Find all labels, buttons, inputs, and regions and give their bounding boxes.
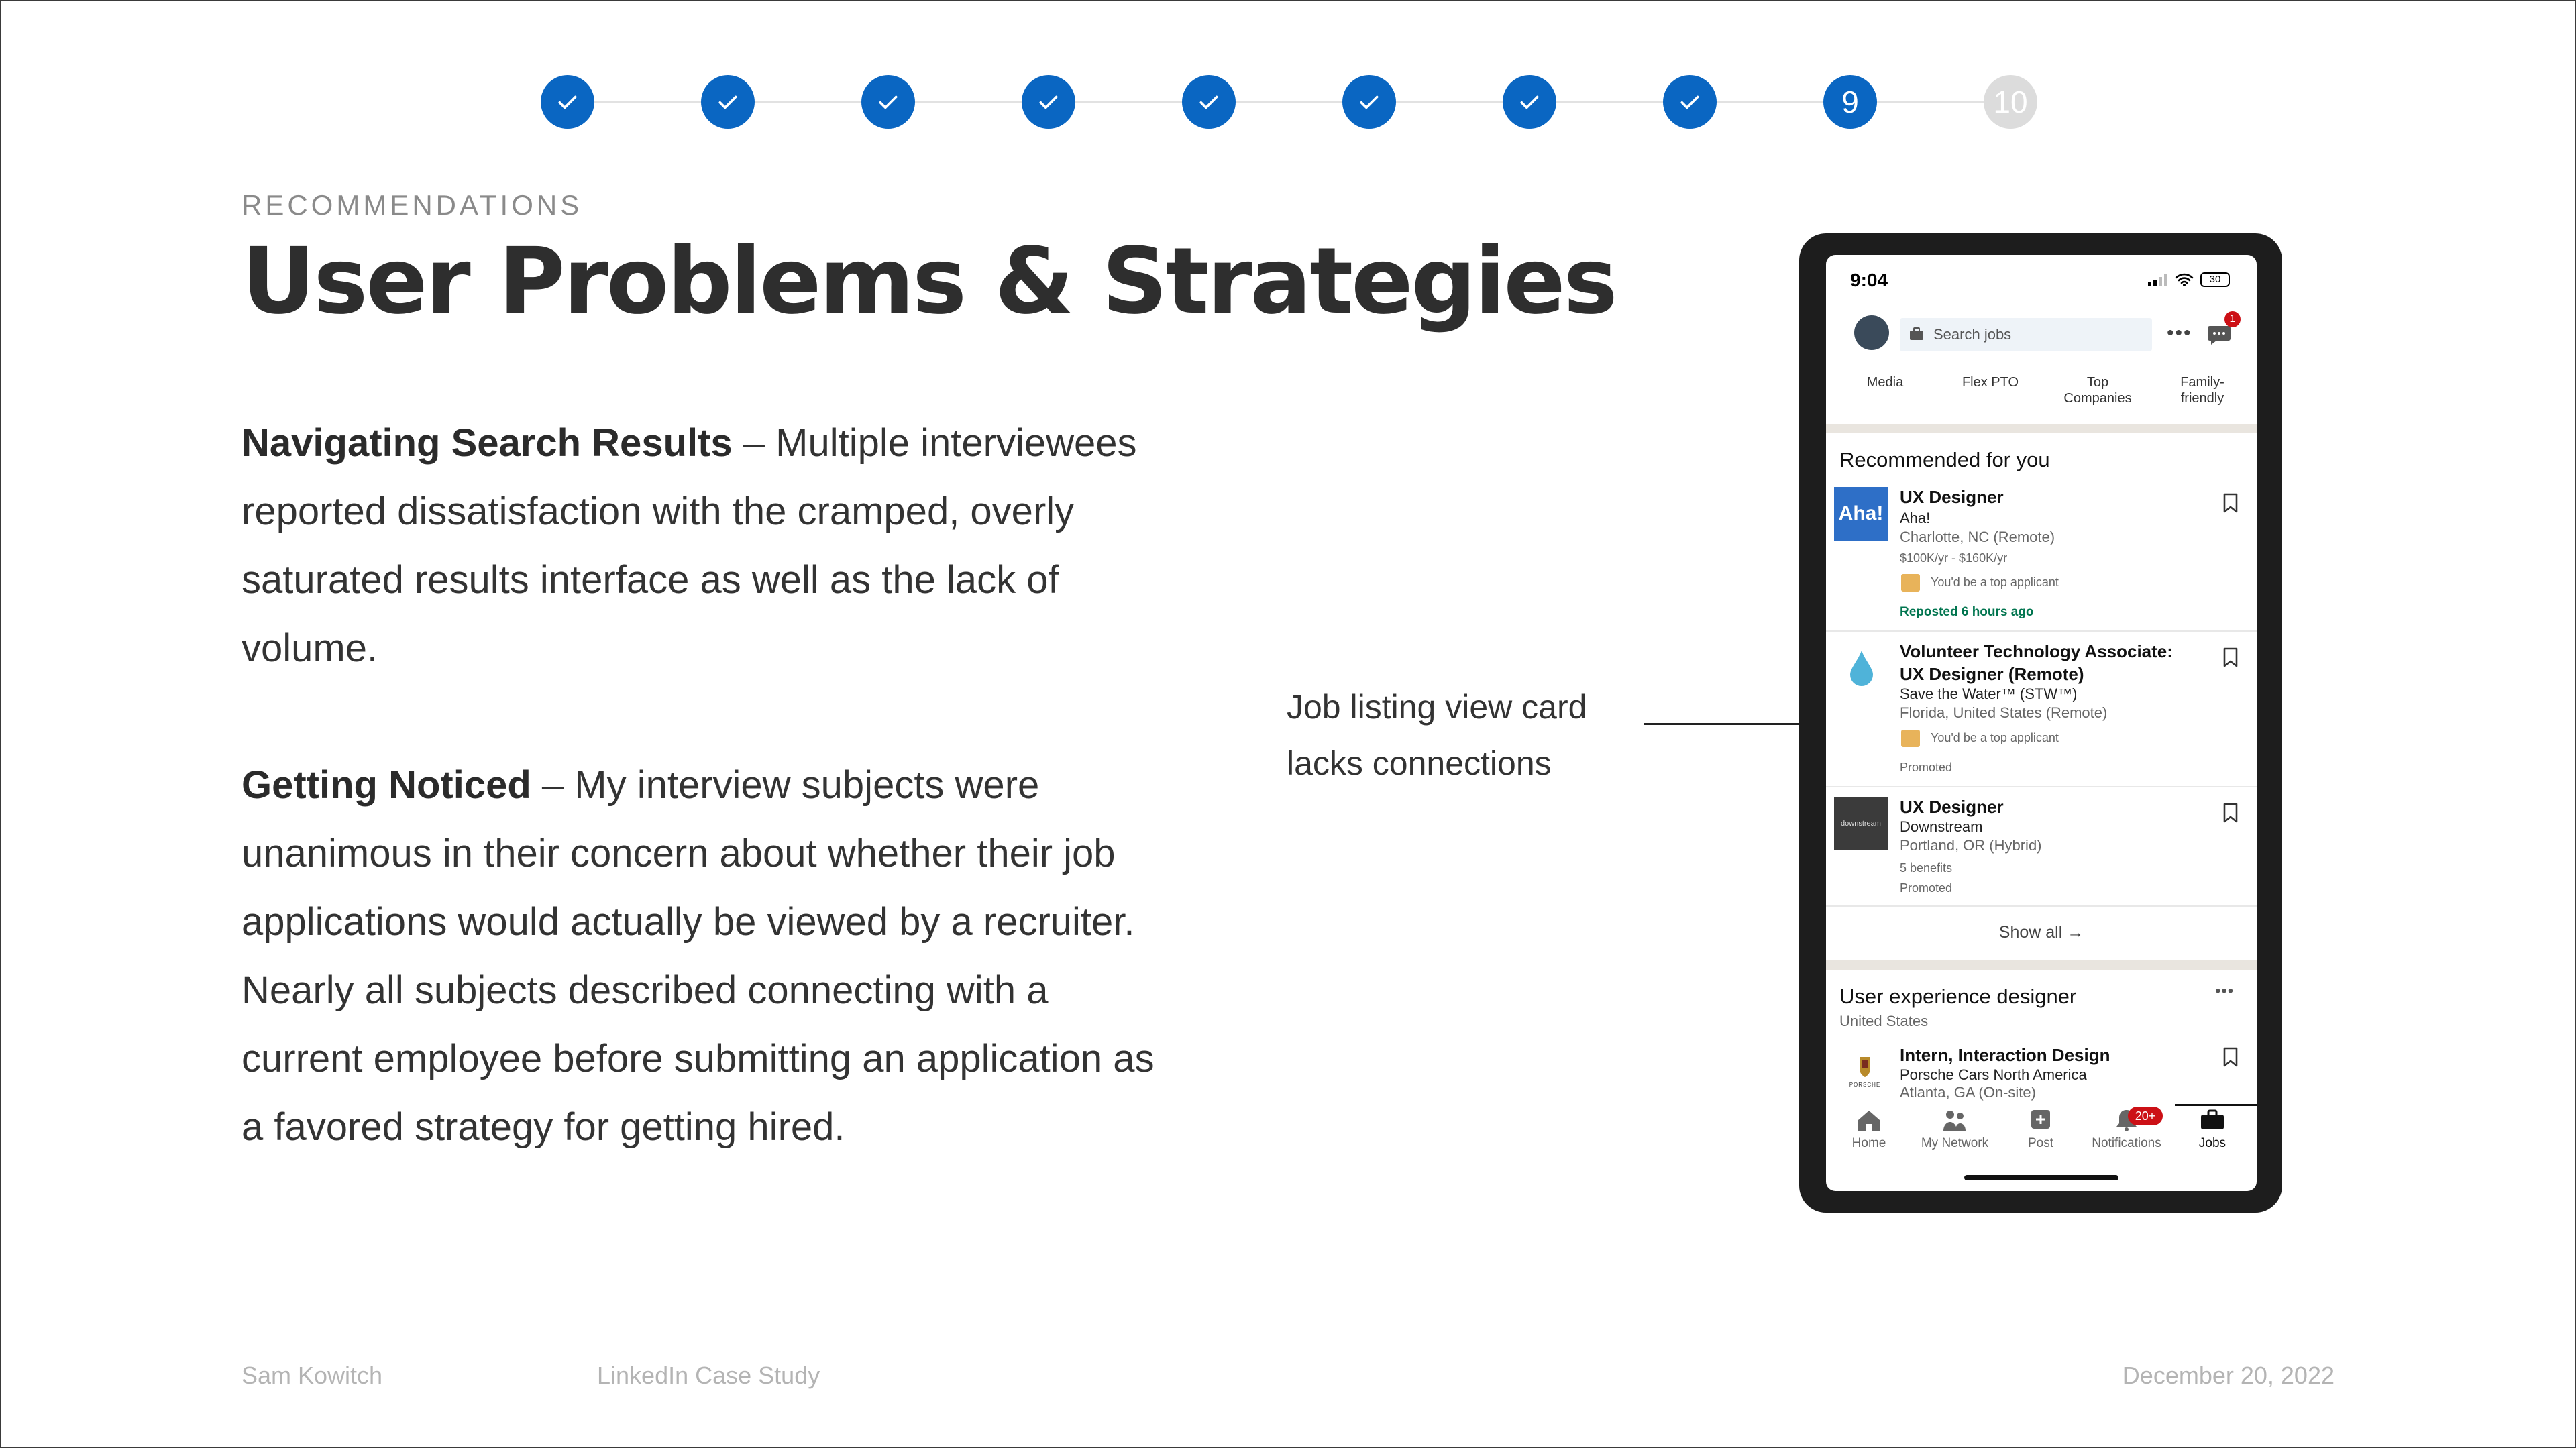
saved-search-title: User experience designer <box>1839 985 2077 1008</box>
tab-post[interactable] <box>1998 1105 2084 1151</box>
check-icon <box>1035 89 1062 115</box>
notifications-badge: 20+ <box>2128 1107 2163 1125</box>
job-benefits: 5 benefits <box>1900 861 1953 875</box>
step-pending[interactable]: 10 <box>1984 75 2037 129</box>
step-1-done[interactable] <box>541 75 594 129</box>
step-2-done[interactable] <box>701 75 755 129</box>
paragraph-search-results <box>241 409 1167 683</box>
saved-search-location: United States <box>1839 1013 1929 1029</box>
step-4-done[interactable] <box>1022 75 1075 129</box>
step-current[interactable]: 9 <box>1823 75 1877 129</box>
page-title: User Problems & Strategies <box>241 229 1616 335</box>
step-6-done[interactable] <box>1342 75 1396 129</box>
job-location: Charlotte, NC (Remote) <box>1900 528 2055 545</box>
bookmark-icon[interactable] <box>2222 802 2239 824</box>
paragraph-body: – Multiple interviewees reported dissatisfaction with the cramped, overly saturated results interface as well as the lack of volume. <box>241 421 1137 670</box>
status-icons <box>2148 272 2230 287</box>
tab-label: Home <box>1851 1136 1886 1150</box>
tab-label: My Network <box>1921 1136 1989 1150</box>
paragraph-heading: Getting Noticed <box>241 763 531 807</box>
check-icon <box>1676 89 1703 115</box>
search-placeholder: Search jobs <box>1933 326 2012 343</box>
bookmark-icon[interactable] <box>2222 647 2239 668</box>
job-title-line-2[interactable]: UX Designer (Remote) <box>1900 664 2084 684</box>
footer-project: LinkedIn Case Study <box>597 1361 820 1389</box>
paragraph-heading: Navigating Search Results <box>241 421 733 465</box>
job-company: Downstream <box>1900 818 1983 835</box>
check-icon <box>554 89 581 115</box>
overflow-icon[interactable]: ••• <box>2215 982 2235 1000</box>
briefcase-icon <box>1909 327 1924 341</box>
status-time: 9:04 <box>1850 270 1888 290</box>
job-title[interactable]: Intern, Interaction Design <box>1900 1045 2110 1065</box>
filter-flex-pto[interactable]: Flex PTO <box>1962 375 2019 390</box>
tab-home[interactable] <box>1826 1105 1912 1151</box>
section-divider <box>1826 960 2257 970</box>
aha-logo: Aha! <box>1834 487 1888 541</box>
search-input[interactable] <box>1900 318 2152 351</box>
paragraph-body: – My interview subjects were unanimous in their concern about whether their job applications would actually be viewed by a recruiter. Nearly all subjects described connecting with a current employee before submitting an application as a favored strategy for getting hired. <box>241 763 1155 1149</box>
check-icon <box>714 89 741 115</box>
signal-icon <box>2148 273 2168 286</box>
filter-family-friendly[interactable]: Family- friendly <box>2180 375 2224 406</box>
wifi-icon <box>2175 272 2194 287</box>
job-location: Portland, OR (Hybrid) <box>1900 837 2042 854</box>
check-icon <box>1516 89 1543 115</box>
job-location: Florida, United States (Remote) <box>1900 704 2108 721</box>
job-title[interactable]: Volunteer Technology Associate: <box>1900 641 2173 661</box>
filter-top-companies[interactable]: Top Companies <box>2063 375 2132 406</box>
step-5-done[interactable] <box>1182 75 1236 129</box>
home-icon <box>1856 1108 1882 1132</box>
battery-icon: 30 <box>2200 272 2230 287</box>
step-3-done[interactable] <box>861 75 915 129</box>
job-repost-time: Reposted 6 hours ago <box>1900 605 2034 619</box>
job-company: Porsche Cars North America <box>1900 1066 2087 1083</box>
message-badge: 1 <box>2224 311 2241 327</box>
job-title[interactable]: UX Designer <box>1900 797 2004 817</box>
paragraph-getting-noticed <box>241 751 1167 1162</box>
insight-icon <box>1901 574 1920 592</box>
section-eyebrow: RECOMMENDATIONS <box>241 189 583 221</box>
progress-stepper <box>541 75 2039 129</box>
tab-label: Notifications <box>2092 1136 2161 1150</box>
phone-screen <box>1826 255 2257 1191</box>
tab-label: Post <box>2027 1136 2054 1150</box>
job-company: Aha! <box>1900 510 1931 526</box>
row-divider <box>1826 630 2257 632</box>
show-all-link[interactable]: Show all → <box>1998 923 2084 942</box>
downstream-logo: downstream <box>1834 797 1888 850</box>
callout-line-1: Job listing view card <box>1287 688 1587 726</box>
job-salary: $100K/yr - $160K/yr <box>1900 551 2008 565</box>
job-insight: You'd be a top applicant <box>1931 731 2059 744</box>
svg-text:PORSCHE: PORSCHE <box>1849 1082 1881 1088</box>
tab-jobs[interactable] <box>2169 1105 2255 1151</box>
check-icon <box>1195 89 1222 115</box>
more-icon[interactable]: ••• <box>2167 322 2192 344</box>
water-drop-icon <box>1847 649 1876 688</box>
recommended-title: Recommended for you <box>1839 448 2050 471</box>
footer-author: Sam Kowitch <box>241 1361 383 1389</box>
section-divider <box>1826 424 2257 433</box>
stepper-line <box>568 101 2012 103</box>
job-location: Atlanta, GA (On-site) <box>1900 1084 2036 1101</box>
row-divider <box>1826 786 2257 787</box>
job-title[interactable]: UX Designer <box>1900 487 2004 507</box>
job-company: Save the Water™ (STW™) <box>1900 685 2078 702</box>
bookmark-icon[interactable] <box>2222 1046 2239 1068</box>
filter-media[interactable]: Media <box>1866 375 1904 390</box>
footer-date: December 20, 2022 <box>2122 1361 2334 1389</box>
step-7-done[interactable] <box>1503 75 1556 129</box>
job-promoted: Promoted <box>1900 881 1953 895</box>
job-insight: You'd be a top applicant <box>1931 575 2059 589</box>
callout-annotation <box>1287 679 1587 791</box>
avatar[interactable] <box>1854 315 1889 350</box>
step-8-done[interactable] <box>1663 75 1717 129</box>
check-icon <box>1356 89 1383 115</box>
tab-label: Jobs <box>2198 1136 2226 1150</box>
network-icon <box>1941 1108 1968 1132</box>
bookmark-icon[interactable] <box>2222 492 2239 514</box>
post-icon <box>2027 1108 2054 1132</box>
row-divider <box>1826 905 2257 907</box>
tab-my-network[interactable] <box>1912 1105 1998 1151</box>
callout-line-2: lacks connections <box>1287 744 1552 782</box>
porsche-logo <box>1841 1053 1889 1091</box>
jobs-briefcase-icon <box>2199 1108 2226 1132</box>
job-promoted: Promoted <box>1900 761 1953 774</box>
check-icon <box>875 89 902 115</box>
home-indicator <box>1964 1175 2118 1180</box>
bottom-tab-bar <box>1826 1105 2257 1166</box>
insight-icon <box>1901 730 1920 747</box>
